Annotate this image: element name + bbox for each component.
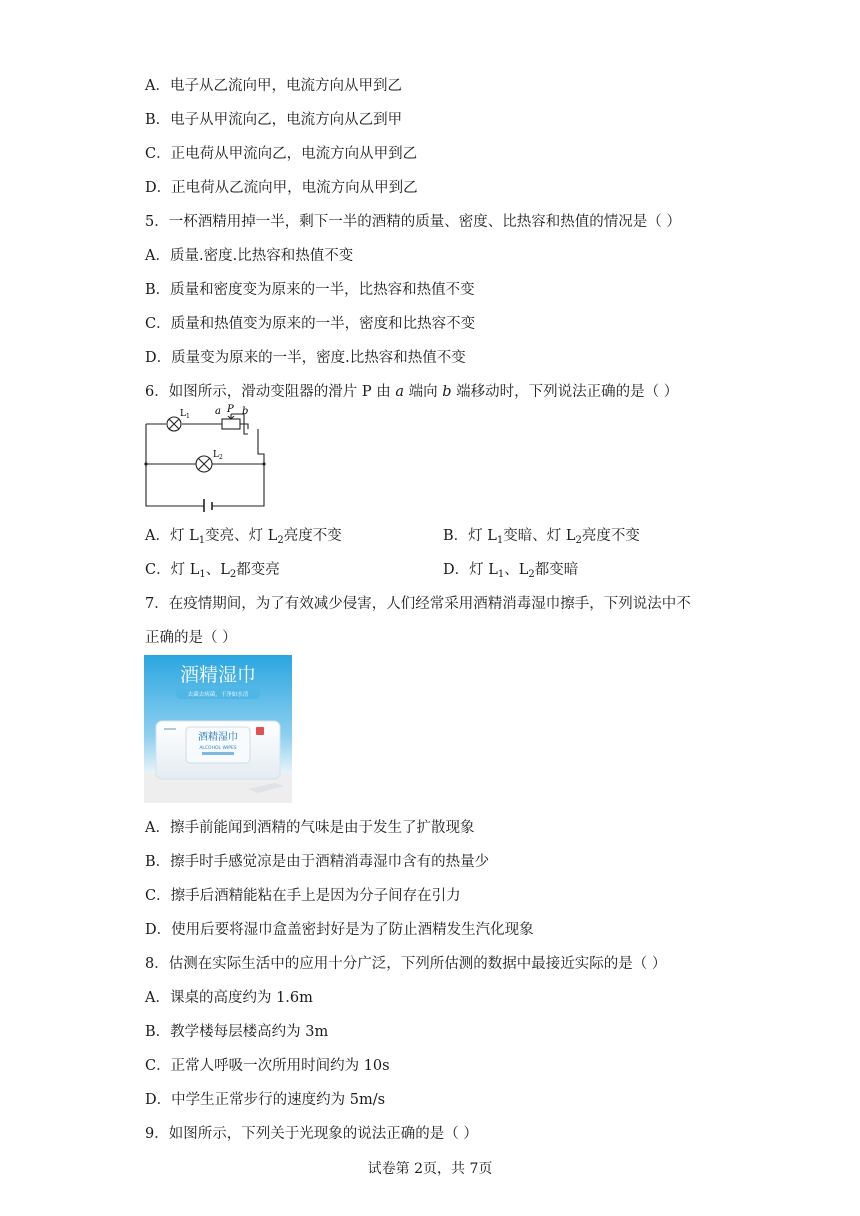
q5-option-c: C．质量和热值变为原来的一半，密度和比热容不变 xyxy=(145,316,476,332)
q7-stem-line1: 7．在疫情期间，为了有效减少侵害，人们经常采用酒精消毒湿巾擦手，下列说法中不 xyxy=(145,596,691,612)
circuit-diagram xyxy=(140,402,272,512)
wipes-photo-subtitle: 去菌去病菌，干净如水清 xyxy=(187,692,249,698)
alcohol-wipes-photo xyxy=(144,655,292,803)
q4-option-a: A．电子从乙流向甲，电流方向从甲到乙 xyxy=(145,78,402,94)
q5-option-d: D．质量变为原来的一半，密度.比热容和热值不变 xyxy=(145,350,466,366)
q6-option-a: A．灯 $L_1$变亮、灯 $L_2$亮度不变 xyxy=(145,528,342,546)
q7-option-d: D．使用后要将湿巾盒盖密封好是为了防止酒精发生汽化现象 xyxy=(145,922,534,938)
fig-label-l2: $L_2$ xyxy=(213,450,223,461)
q5-option-b: B．质量和密度变为原来的一半，比热容和热值不变 xyxy=(145,282,475,298)
q6-option-d: D．灯 $L_1$、$L_2$都变暗 xyxy=(443,562,579,580)
q4-option-c: C．正电荷从甲流向乙，电流方向从甲到乙 xyxy=(145,146,418,162)
q5-stem: 5．一杯酒精用掉一半，剩下一半的酒精的质量、密度、比热容和热值的情况是（ ） xyxy=(145,214,681,230)
fig-label-p: P xyxy=(227,404,234,415)
q7-option-b: B．擦手时手感觉凉是由于酒精消毒湿巾含有的热量少 xyxy=(145,854,490,870)
q8-option-a: A．课桌的高度约为 1.6m xyxy=(145,990,313,1006)
wipes-pack-title: 酒精湿巾 xyxy=(198,732,238,743)
q4-option-d: D．正电荷从乙流向甲，电流方向从甲到乙 xyxy=(145,180,418,196)
q6-stem: 6．如图所示，滑动变阻器的滑片 P 由 a 端向 b 端移动时，下列说法正确的是（ ） xyxy=(145,384,679,400)
fig-label-l1: $L_1$ xyxy=(180,409,190,420)
page-footer: 试卷第 2页，共 7页 xyxy=(367,1161,493,1177)
wipes-pack-en: ALCOHOL WIPES xyxy=(199,746,237,751)
fig-label-a: a xyxy=(215,406,221,417)
q5-option-a: A．质量.密度.比热容和热值不变 xyxy=(145,248,354,264)
q7-option-a: A．擦手前能闻到酒精的气味是由于发生了扩散现象 xyxy=(145,820,475,836)
q6-option-b: B．灯 $L_1$变暗、灯 $L_2$亮度不变 xyxy=(443,528,640,546)
q8-option-c: C．正常人呼吸一次所用时间约为 10s xyxy=(145,1058,390,1074)
wipes-photo-title: 酒精湿巾 xyxy=(179,664,257,686)
q8-stem: 8．估测在实际生活中的应用十分广泛，下列所估测的数据中最接近实际的是（ ） xyxy=(145,956,667,972)
q7-option-c: C．擦手后酒精能粘在手上是因为分子间存在引力 xyxy=(145,888,461,904)
q8-option-d: D．中学生正常步行的速度约为 5m/s xyxy=(145,1092,386,1108)
q7-stem-line2: 正确的是（ ） xyxy=(145,630,237,646)
fig-label-b: b xyxy=(242,406,249,417)
q9-stem: 9．如图所示，下列关于光现象的说法正确的是（ ） xyxy=(145,1126,478,1142)
q6-option-c: C．灯 $L_1$、$L_2$都变亮 xyxy=(145,562,280,580)
q4-option-b: B．电子从甲流向乙，电流方向从乙到甲 xyxy=(145,112,403,128)
q8-option-b: B．教学楼每层楼高约为 3m xyxy=(145,1024,329,1040)
